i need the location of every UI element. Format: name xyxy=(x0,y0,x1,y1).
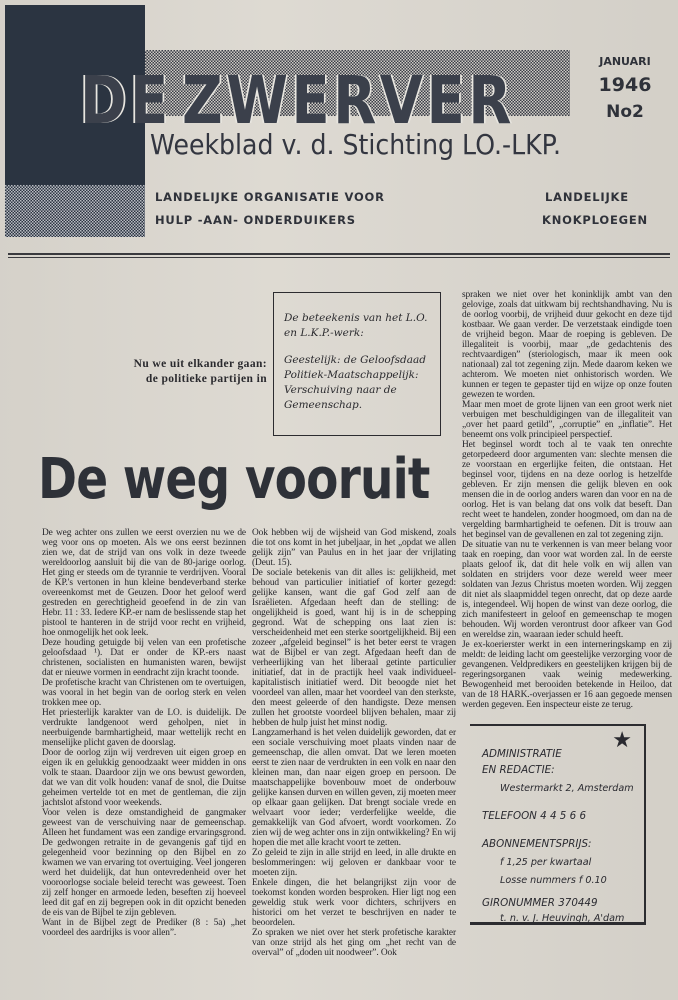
paragraph: Je ex-koerierster werkt in een interneringskamp en zij meldt: de leiding lacht om geestelijke verzorging voor de gevangenen. Veldpredikers en geestelijken krijgen bij de regeringsorganen vaak weinig medewerking. Bewogenheid met berooiden betekende in Heiloo, dat van de 18 HARK.-overjassen er 16 aan gegoede mensen werden gegeven. Een inspecteur eiste ze terug. xyxy=(462,640,672,710)
paragraph: Ook hebben wij de wijsheid van God miskend, zoals die tot ons komt in het jubeljaar, in het „opdat we allen gelijk zijn” van Paulus en in het jaar der vrijlating (Deut. 15). xyxy=(252,528,456,568)
masthead-title-de: DE xyxy=(80,62,172,139)
kicker xyxy=(95,357,267,387)
box-line-1: De beteekenis van het L.O. en L.K.P.-werk: xyxy=(284,312,428,339)
giro-name: t. n. v. J. Heuvingh, A'dam xyxy=(500,913,625,924)
issue-month: JANUARI xyxy=(599,55,651,68)
issue-number: No2 xyxy=(606,102,644,122)
paragraph: Zo geleid te zijn in alle strijd en leed, in alle drukte en beslommeringen: wij geloven er dankbaar voor te moeten zijn. xyxy=(252,848,456,878)
paragraph: De weg achter ons zullen we eerst overzien nu we de weg voor ons op moeten. Als we ons eerst bezinnen zien we, dat de strijd van ons volk in deze tweede wereldoorlog aansluit bij die van de 80-jarige oorlog. Het ging er steeds om de tyrannie te verdrijven. Vooral de KP.'s vertonen in hun kleine bendeverband sterke overeenkomst met de Geuzen. Door het geloof werd gestreden en gerechtigheid geoefend in de zin van Hebr. 11 : 33. Iedere KP.-er nam de beslissende stap het pistool te hanteren in de strijd voor recht en vrijheid, hoe onmogelijk het ook leek. xyxy=(42,528,246,638)
admin-line-1: ADMINISTRATIE xyxy=(482,748,562,760)
meaning-box xyxy=(273,292,441,436)
masthead-subtitle: Weekblad v. d. Stichting LO.-LKP. xyxy=(150,128,561,161)
paragraph: Het priesterlijk karakter van de LO. is duidelijk. De verdrukte landgenoot werd geholpen, niet in neerbuigende barmhartigheid, maar wettelijk recht en menselijke plicht gaven de doorslag. xyxy=(42,708,246,748)
admin-address: Westermarkt 2, Amsterdam xyxy=(500,783,634,794)
paragraph: Langzamerhand is het velen duidelijk geworden, dat er een sociale verschuiving moet plaats vinden naar de gemeenschap, die allen omvat. Dat we leren moeten eerst te zien naar de verdrukten in een volk en naar den kleinen man, dan naar eigen groep en persoon. De maatschappelijke bovenbouw moet de onderbouw gelijke kansen durven en willen geven, zij moeten meer op elkaar gaan gelijken. Dat brengt sociale vrede en welvaart voor ieder; verderfelijke weelde, die gemakkelijk van God afvoert, wordt voorkomen. Zo zien wij de weg achter ons in zijn ontwikkeling? En wij hopen die met alle kracht voort te zetten. xyxy=(252,728,456,848)
lo-line-2: HULP -AAN- ONDERDUIKERS xyxy=(155,213,356,227)
masthead-title-zwerver: ZWERVER xyxy=(182,62,515,139)
issue-year: 1946 xyxy=(598,74,652,96)
right-column xyxy=(462,290,672,925)
paragraph: Het beginsel wordt toch al te vaak ten onrechte getorpedeerd door argumenten van: slechte mensen die ze voorstaan en ergerlijke feiten, die ontstaan. Het beginsel voor, tijdens en na deze oorlog is hetzelfde gebleven. Er zijn mensen die gelijk bleven en ook mensen die in de oorlog anders waren dan voor en na de oorlog. Het is van belang dat ons volk dat beseft. Dan recht weet te handelen, zonder hoogmoed, om dan na de vergelding barmhartigheid te oefenen. Dit is trouw aan het beginsel van de gevallenen en zal tot zegening zijn. xyxy=(462,440,672,540)
paragraph: Maar men moet de grote lijnen van een groot werk niet verbuigen met beschuldigingen van de illegaliteit van „over het paard getild”, „corruptie” en „inflatie”. Het beneemt ons volk principieel perspectief. xyxy=(462,400,672,440)
paragraph: De sociale betekenis van dit alles is: gelijkheid, met behoud van particulier initiatief of korter gezegd: gelijke kansen, want die gaf God zelf aan de Israëlieten. Afgedaan heeft dan de stelling: de ongelijkheid is goed, want hij is in de schepping gegrond. Wat de schepping ons laat zien is: verscheidenheid met een sterke soortgelijkheid. Bij een zozeer „afgeleid beginsel” is het beter eerst te vragen wat de Bijbel er van zegt. Afgedaan heeft dan de verheerlijking van het liberaal getinte particulier initiatief, dat in de practijk heel vaak individueel-kapitalistisch initiatief werd. Dit beoogde niet het voordeel van allen, maar het voordeel van den sterkste, den meest geleerde of den handigste. Deze mensen zullen het grootste voordeel blijven behalen, maar zij hebben de hulp juist het minst nodig. xyxy=(252,568,456,728)
giro-number: GIRONUMMER 370449 xyxy=(482,897,598,909)
subscription-label: ABONNEMENTSPRIJS: xyxy=(482,838,592,850)
paragraph: Want in de Bijbel zegt de Prediker (8 : 5a) „het voordeel des aardrijks is voor allen”. xyxy=(42,918,246,938)
paragraph: Zo spraken we niet over het sterk profetische karakter van onze strijd als het ging om „het recht van de overval” of „doden uit noodweer”. Ook xyxy=(252,928,456,958)
paragraph: Voor velen is deze omstandigheid de gangmaker geweest van de verschuiving naar de gemeenschap. Alleen het fundament was een zandige ervaringsgrond. De gedwongen retraite in de gevangenis gaf tijd en gelegenheid voor bezinning op den Bijbel en zo kwamen we van ervaring tot overtuiging. Veel jongeren werd het duidelijk, dat hun ontevredenheid over het vooroorlogse sociale beleid terecht was geweest. Toen zij zelf honger en armoede leden, beseften zij hoeveel leed dit gaf en zij begrepen ook in dit opzicht beneden de eis van de Bijbel te zijn gebleven. xyxy=(42,808,246,918)
kicker-line-1: Nu we uit elkander gaan: xyxy=(133,358,267,370)
administration-box xyxy=(470,724,646,925)
admin-phone: TELEFOON 4 4 5 6 6 xyxy=(482,810,586,822)
lo-line-1: LANDELIJKE ORGANISATIE VOOR xyxy=(155,190,385,204)
box-line-3: Politiek-Maatschappelijk: xyxy=(284,369,419,381)
paragraph: De profetische kracht van Christenen om te overtuigen, was vooral in het begin van de oorlog sterk en velen trokken mee op. xyxy=(42,678,246,708)
admin-line-2: EN REDACTIE: xyxy=(482,764,555,776)
lkp-line-2: KNOKPLOEGEN xyxy=(542,213,648,227)
box-line-4: Verschuiving naar de Gemeenschap. xyxy=(284,384,397,411)
single-issue-price: Losse nummers f 0.10 xyxy=(500,875,607,886)
paragraph: Deze houding getuigde bij velen van een profetische geloofsdaad ¹). Dat er onder de KP.-ers naast christenen, socialisten en humanisten waren, bewijst dat er nieuwe vormen in eendracht zijn kracht toonde. xyxy=(42,638,246,678)
checker-pattern xyxy=(5,185,145,237)
lkp-line-1: LANDELIJKE xyxy=(545,190,629,204)
paragraph: spraken we niet over het koninklijk ambt van den gelovige, zoals dat uitkwam bij rechtshandhaving. Nu is de oorlog voorbij, de vrijheid duur gekocht en deze tijd kostbaar. We gaan verder. De verzetstaak eindigde toen de vrijheid begon. Maar de roeping is gebleven. De illegaliteit is voorbij, maar „de gedachtenis des rechtvaardigen” (steriologisch, maar ik meen ook nationaal) zal tot zegening zijn. Mede daarom keken we achterom. We moeten niet onhistorisch worden. We kunnen er tegen te gepaster tijd en wijze op onze fouten gewezen te worden. xyxy=(462,290,672,400)
paragraph: Door de oorlog zijn wij verdreven uit eigen groep en eigen ik en gelukkig genoodzaakt weer midden in ons volk te staan. Daardoor zijn we ons bewust geworden, dat we van dit volk houden: vanaf de snol, die Duitse geheimen vertelde tot en met de gentleman, die zijn jachtslot afstond voor weekends. xyxy=(42,748,246,808)
article-column-2 xyxy=(252,528,456,958)
headline: De weg vooruit xyxy=(38,447,430,512)
article-column-1 xyxy=(42,528,246,938)
box-line-2: Geestelijk: de Geloofsdaad xyxy=(284,354,426,366)
article-column-3 xyxy=(462,290,672,710)
paragraph: Enkele dingen, die het belangrijkst zijn voor de toekomst konden worden besproken. Hier ligt nog een geweldig stuk werk voor dichters, schrijvers en historici om het verzet te beschrijven en nader te beoordelen. xyxy=(252,878,456,928)
kicker-line-2: de politieke partijen in xyxy=(145,373,267,385)
paragraph: De situatie van nu te verkennen is van meer belang voor taak en roeping, dan voor wat worden zal. In de eerste plaats geloof ik, dat dit hele volk en wij allen van soldaten en strijders voor deze wereld weer meer soldaten van Jezus Christus moeten worden. Wij zeggen dit niet als slaapmiddel tegen onrecht, dat op deze aarde is, integendeel. Wij hopen de winst van deze oorlog, die zich manifesteert in geloof en gemeenschap te mogen behouden. Wij worden verontrust door afkeer van God en wereldse zin, waaraan ieder schuld heeft. xyxy=(462,540,672,640)
masthead-rule xyxy=(8,253,670,258)
star-icon: ★ xyxy=(612,728,632,753)
subscription-price: f 1,25 per kwartaal xyxy=(500,857,592,868)
